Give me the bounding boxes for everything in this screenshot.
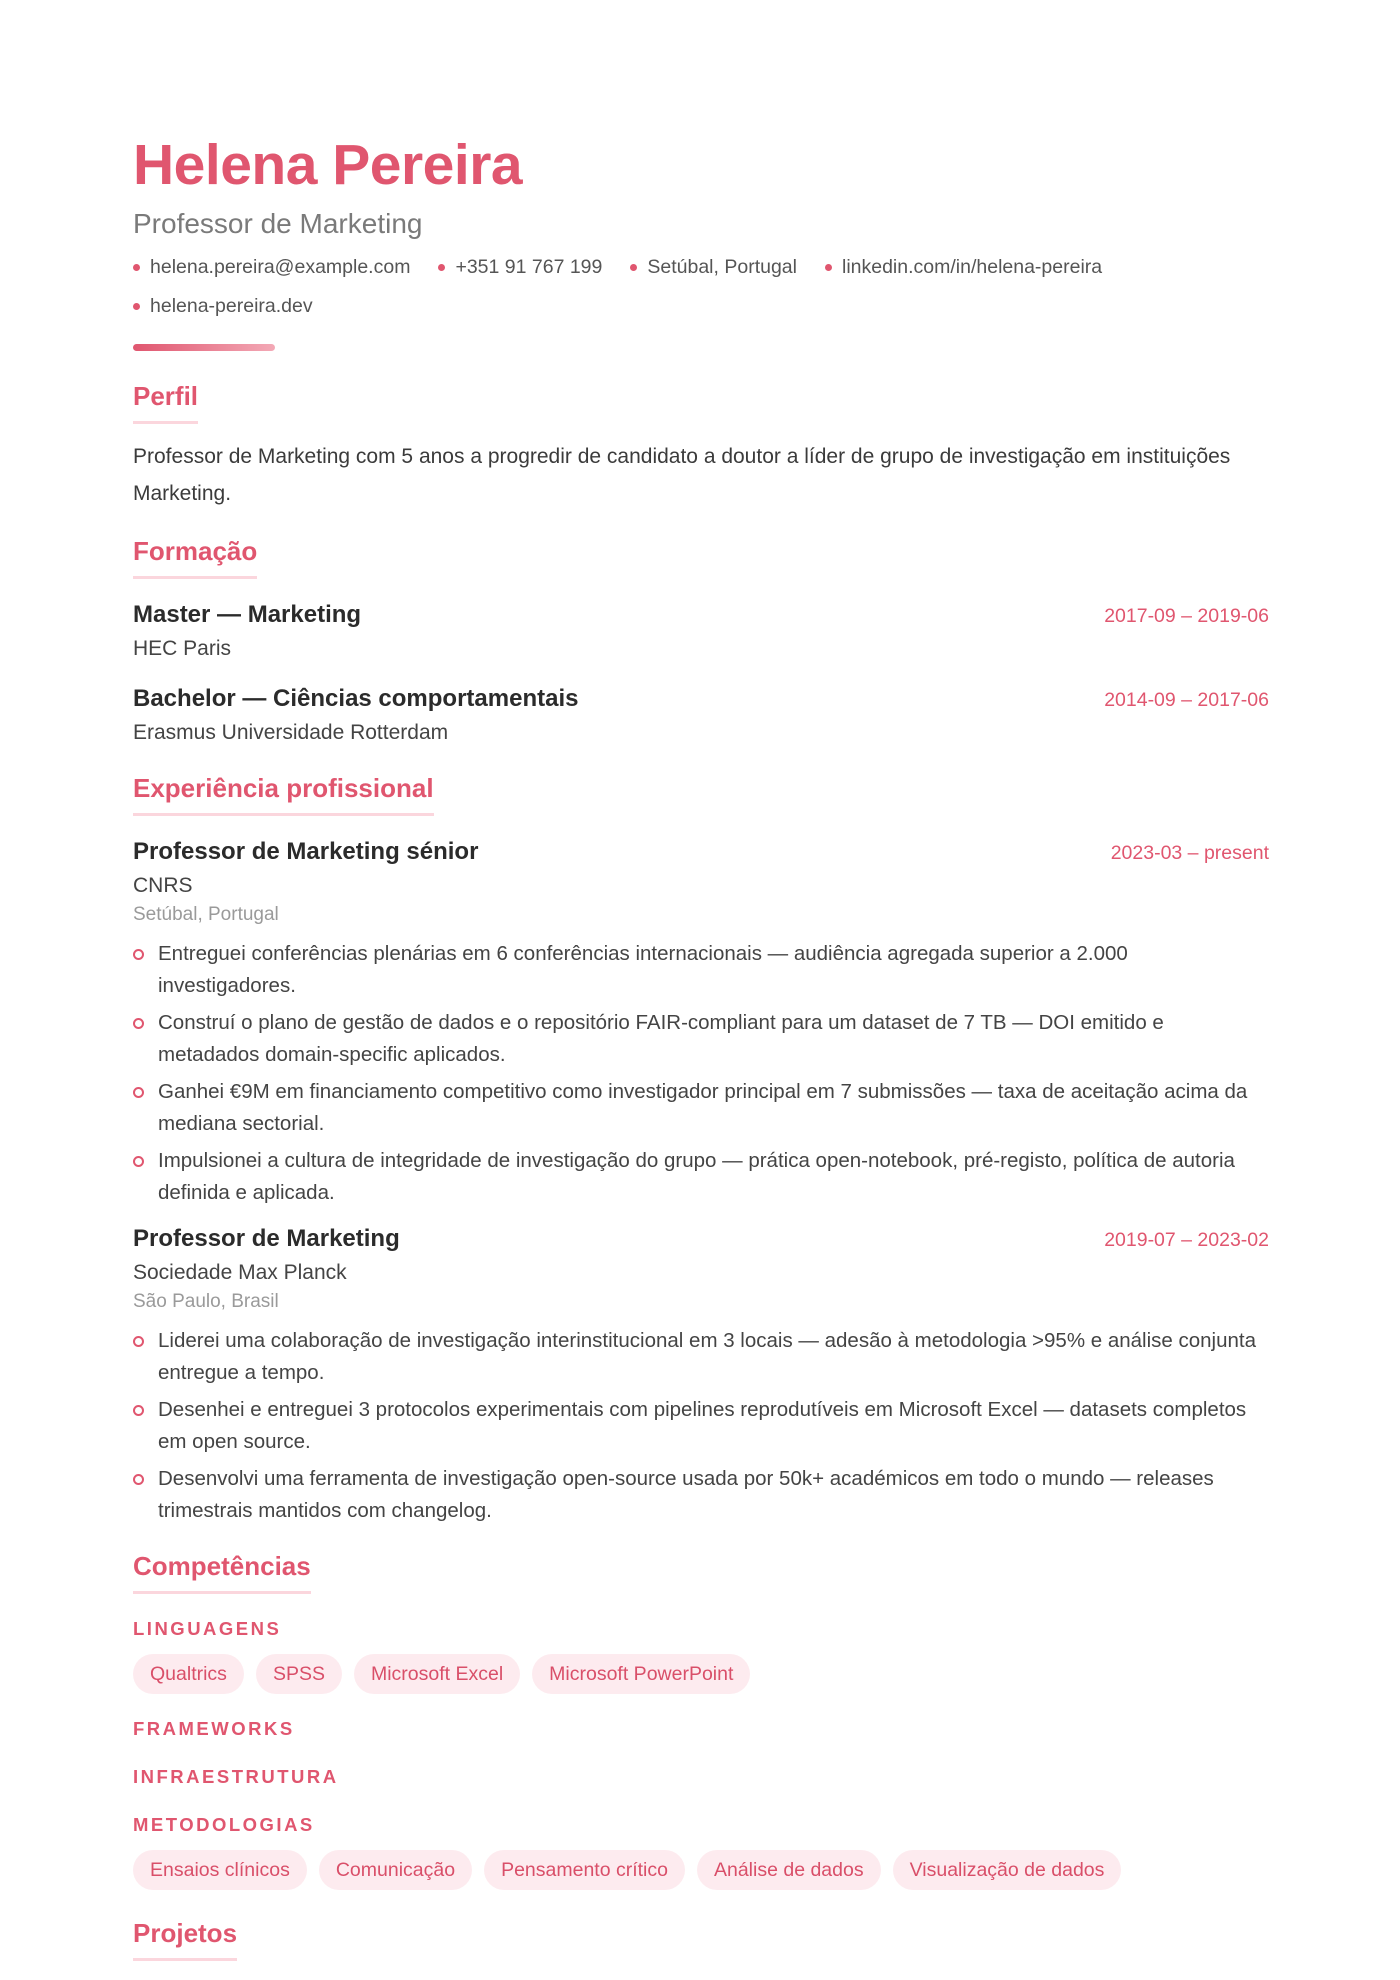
experience-entry: [133, 836, 1269, 1209]
education-dates: 2014-09 – 2017-06: [1104, 689, 1269, 711]
skill-chip: Microsoft Excel: [354, 1654, 520, 1694]
ring-bullet-icon: [133, 1336, 144, 1347]
skills-section: [133, 1549, 1269, 1890]
skill-group-label: INFRAESTRUTURA: [133, 1766, 339, 1787]
skill-chip: SPSS: [256, 1654, 342, 1694]
projects-heading: Projetos: [133, 1916, 237, 1961]
education-degree: Master — Marketing: [133, 601, 362, 628]
contact-phone-text: +351 91 767 199: [455, 256, 603, 278]
bullet-dot-icon: [630, 264, 637, 271]
contact-linkedin[interactable]: [825, 252, 1102, 283]
job-dates: 2019-07 – 2023-02: [1104, 1229, 1269, 1251]
bullet-text: Desenhei e entreguei 3 protocolos experimentais com pipelines reprodutíveis em Microsoft Excel — datasets completos em open source.: [158, 1398, 1247, 1453]
education-section: [133, 534, 1269, 749]
resume-content: [133, 132, 1269, 1961]
job-location: São Paulo, Brasil: [133, 1291, 279, 1312]
profile-summary: Professor de Marketing com 5 anos a progredir de candidato a doutor a líder de grupo de investigação em instituições Marketing.: [133, 445, 1231, 505]
education-heading: Formação: [133, 534, 257, 579]
list-item: [133, 1463, 1269, 1527]
skill-chip-list: [133, 1654, 1269, 1694]
skill-group-label: METODOLOGIAS: [133, 1814, 315, 1835]
skill-chip: Análise de dados: [697, 1850, 881, 1890]
contact-website-text: helena-pereira.dev: [150, 295, 313, 317]
contact-email[interactable]: [133, 252, 410, 283]
ring-bullet-icon: [133, 1156, 144, 1167]
job-employer: CNRS: [133, 874, 193, 897]
ring-bullet-icon: [133, 1405, 144, 1416]
experience-section: [133, 771, 1269, 1527]
skill-chip: Pensamento crítico: [484, 1850, 685, 1890]
contact-phone[interactable]: [438, 252, 602, 283]
education-school: Erasmus Universidade Rotterdam: [133, 721, 449, 744]
contact-location-text: Setúbal, Portugal: [647, 256, 797, 278]
education-dates: 2017-09 – 2019-06: [1104, 605, 1269, 627]
job-title: Professor de Marketing: [133, 1225, 400, 1252]
bullet-text: Impulsionei a cultura de integridade de investigação do grupo — prática open-notebook, pré-registo, política de autoria definida e aplicada.: [158, 1149, 1235, 1204]
bullet-text: Entreguei conferências plenárias em 6 conferências internacionais — audiência agregada superior a 2.000 investigadores.: [158, 942, 1128, 997]
list-item: [133, 938, 1269, 1002]
bullet-text: Desenvolvi uma ferramenta de investigação open-source usada por 50k+ académicos em todo o mundo — releases trimestrais mantidos com changelog.: [158, 1467, 1214, 1522]
profile-section: [133, 379, 1269, 512]
contact-list: [133, 252, 1269, 322]
skill-chip: Visualização de dados: [893, 1850, 1122, 1890]
contact-linkedin-text: linkedin.com/in/helena-pereira: [841, 256, 1103, 278]
accent-divider: [133, 344, 275, 351]
skill-chip-list: [133, 1850, 1269, 1890]
skill-group-label: LINGUAGENS: [133, 1618, 282, 1639]
list-item: [133, 1145, 1269, 1209]
job-dates: 2023-03 – present: [1110, 842, 1269, 864]
job-bullets: [133, 938, 1269, 1209]
skill-group-label: FRAMEWORKS: [133, 1718, 295, 1739]
contact-email-text: helena.pereira@example.com: [150, 256, 411, 278]
education-entry: [133, 599, 1269, 665]
ring-bullet-icon: [133, 1474, 144, 1485]
skill-chip: Qualtrics: [133, 1654, 244, 1694]
candidate-name: Helena Pereira: [133, 133, 523, 197]
bullet-dot-icon: [133, 264, 140, 271]
contact-location: [630, 252, 797, 283]
bullet-text: Ganhei €9M em financiamento competitivo como investigador principal em 7 submissões — taxa de aceitação acima da mediana sectorial.: [158, 1080, 1248, 1135]
candidate-title: Professor de Marketing: [133, 208, 423, 239]
education-entry: [133, 683, 1269, 749]
projects-section: [133, 1916, 1269, 1961]
skill-chip: Microsoft PowerPoint: [532, 1654, 750, 1694]
bullet-dot-icon: [133, 303, 140, 310]
job-location: Setúbal, Portugal: [133, 904, 279, 925]
list-item: [133, 1394, 1269, 1458]
ring-bullet-icon: [133, 1087, 144, 1098]
list-item: [133, 1007, 1269, 1071]
skill-chip: Ensaios clínicos: [133, 1850, 307, 1890]
skills-heading: Competências: [133, 1549, 311, 1594]
bullet-dot-icon: [438, 264, 445, 271]
experience-entry: [133, 1223, 1269, 1527]
experience-heading: Experiência profissional: [133, 771, 434, 816]
ring-bullet-icon: [133, 949, 144, 960]
bullet-text: Liderei uma colaboração de investigação interinstitucional em 3 locais — adesão à metodologia >95% e análise conjunta entregue a tempo.: [158, 1329, 1257, 1384]
contact-website[interactable]: [133, 291, 313, 322]
ring-bullet-icon: [133, 1018, 144, 1029]
job-title: Professor de Marketing sénior: [133, 838, 479, 865]
bullet-text: Construí o plano de gestão de dados e o repositório FAIR-compliant para um dataset de 7 TB — DOI emitido e metadados domain-specific aplicados.: [158, 1011, 1164, 1066]
job-employer: Sociedade Max Planck: [133, 1261, 347, 1284]
job-bullets: [133, 1325, 1269, 1527]
education-school: HEC Paris: [133, 637, 232, 660]
profile-heading: Perfil: [133, 379, 198, 424]
list-item: [133, 1076, 1269, 1140]
skill-chip: Comunicação: [319, 1850, 472, 1890]
education-degree: Bachelor — Ciências comportamentais: [133, 685, 579, 712]
bullet-dot-icon: [825, 264, 832, 271]
list-item: [133, 1325, 1269, 1389]
